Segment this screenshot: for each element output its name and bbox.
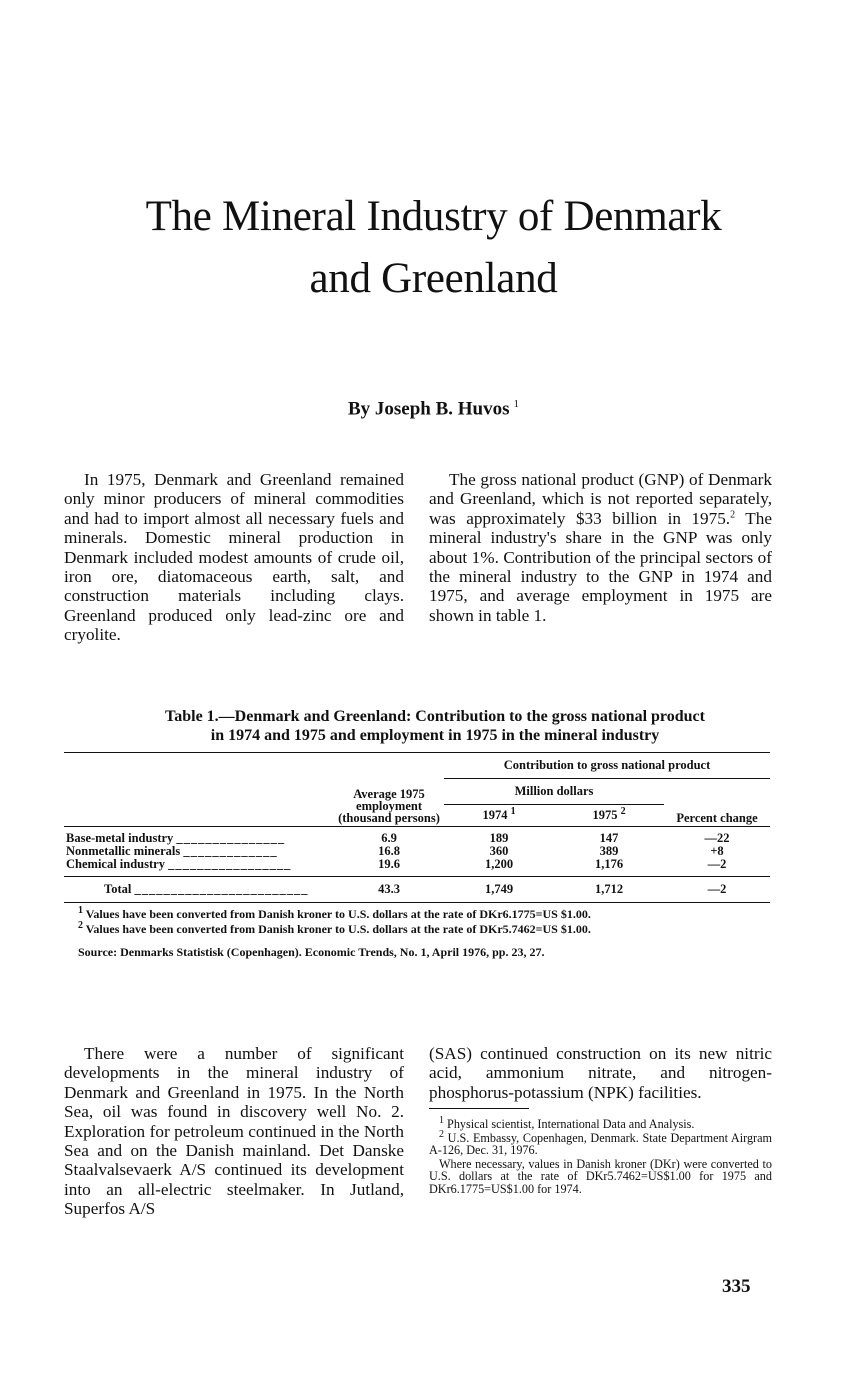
footnote-divider: [429, 1108, 529, 1109]
row-change: —22: [704, 831, 730, 845]
byline: [0, 398, 867, 420]
page-number: 335: [722, 1276, 751, 1297]
header-blank: [64, 753, 334, 827]
table-total-row: [64, 877, 770, 903]
row-1975: 1,176: [594, 857, 624, 871]
header-1974-text: 1974: [482, 808, 508, 822]
total-employment: 43.3: [378, 882, 400, 896]
row-employment: 19.6: [378, 857, 400, 871]
footnote-1-mark: 1: [439, 1114, 444, 1126]
title-line-2: and Greenland: [309, 255, 558, 302]
header-employment: Average 1975 employment (thousand persons): [338, 787, 440, 825]
row-1974: 189: [489, 831, 509, 845]
intro-right-text-b: The mineral industry's share in the GNP was only about 1%. Contribution of the principal sectors of the mineral industry to the GNP in 1974 and 1975, and average employment in 1975 are shown in table 1.: [429, 508, 772, 625]
intro-right-paragraph: [429, 470, 772, 625]
leader-dots: ________________________: [134, 882, 309, 896]
intro-left-paragraph: In 1975, Denmark and Greenland remained only minor producers of mineral commodities and had to import almost all necessary fuels and minerals. Domestic mineral production in Denmark included modest amounts of crude oil, iron ore, diatomaceous earth, salt, and construction materials including clays. Greenland produced only lead-zinc ore and cryolite.: [64, 470, 404, 645]
header-1974: [444, 805, 554, 827]
row-label: [64, 858, 334, 871]
header-contribution: Contribution to gross national product: [444, 753, 770, 779]
total-1974: 1,749: [484, 882, 514, 896]
body-left-column: [64, 1044, 404, 1219]
table-note-2: [64, 920, 770, 936]
row-label-text: Base-metal industry: [66, 831, 174, 845]
header-1975-text: 1975: [592, 808, 618, 822]
row-change: +8: [710, 844, 724, 858]
gnp-contribution-table: [64, 752, 770, 903]
header-1975-fn: 2: [620, 805, 626, 817]
row-1974: 1,200: [484, 857, 514, 871]
intro-right-footnote-mark: 2: [730, 509, 736, 521]
intro-left-column: [64, 470, 404, 645]
footnote-3-text: Where necessary, values in Danish kroner (DKr) were converted to U.S. dollars at the rate of DKr5.7462=US$1.00 for 1975 and DKr6.1775=US$1.00 for 1974.: [429, 1156, 772, 1196]
total-change: —2: [707, 882, 727, 896]
row-employment: 16.8: [378, 844, 400, 858]
leader-dots: _____________: [183, 844, 278, 858]
table-caption: [80, 707, 790, 745]
body-right-column: [429, 1044, 772, 1102]
body-left-paragraph: There were a number of significant developments in the mineral industry of Denmark and Greenland in 1975. In the North Sea, oil was found in discovery well No. 2. Exploration for petroleum continued in the North Sea and on the Danish mainland. Det Danske Staalvalsevaerk A/S continued its development into an all-electric steelmaker. In Jutland, Superfos A/S: [64, 1044, 404, 1219]
header-1974-fn: 1: [510, 805, 516, 817]
row-label-text: Nonmetallic minerals: [66, 844, 181, 858]
header-1975: [554, 805, 664, 827]
title-line-1: The Mineral Industry of Denmark: [145, 193, 722, 240]
footnote-1-text: Physical scientist, International Data and Analysis.: [447, 1117, 695, 1131]
row-change: —2: [707, 857, 727, 871]
author-footnote-mark: 1: [513, 398, 520, 410]
leader-dots: _________________: [168, 857, 292, 871]
intro-right-text-a: The gross national product (GNP) of Denmark and Greenland, which is not reported separately, was approximately $33 billion in 1975.: [429, 470, 772, 528]
row-1974: 360: [489, 844, 509, 858]
table-caption-line-2: in 1974 and 1975 and employment in 1975 in the mineral industry: [210, 727, 660, 744]
table-note-2-mark: 2: [78, 920, 83, 931]
footnote-3: [429, 1158, 772, 1196]
table-row: [64, 858, 770, 871]
table-note-2-text: Values have been converted from Danish kroner to U.S. dollars at the rate of DKr5.7462=US $1.00.: [85, 922, 591, 936]
row-label-text: Chemical industry: [66, 857, 165, 871]
author-name: By Joseph B. Huvos: [347, 398, 510, 420]
header-percent-change: Percent change: [676, 811, 758, 825]
total-label: [64, 877, 334, 903]
footnote-2-text: U.S. Embassy, Copenhagen, Denmark. State Department Airgram A-126, Dec. 31, 1976.: [429, 1130, 773, 1158]
footnote-1: [429, 1114, 772, 1131]
footnote-2: [429, 1128, 773, 1158]
row-1975: 389: [599, 844, 619, 858]
row-employment: 6.9: [381, 831, 397, 845]
table-note-1: [64, 905, 770, 921]
footnote-2-mark: 2: [439, 1128, 444, 1140]
row-1975: 147: [599, 831, 619, 845]
table-source: Source: Denmarks Statistisk (Copenhagen). Economic Trends, No. 1, April 1976, pp. 23, 27.: [78, 945, 545, 959]
leader-dots: _______________: [176, 831, 286, 845]
body-right-paragraph: (SAS) continued construction on its new nitric acid, ammonium nitrate, and nitrogen-phosphorus-potassium (NPK) facilities.: [429, 1044, 772, 1102]
total-1975: 1,712: [594, 882, 624, 896]
table-note-1-text: Values have been converted from Danish kroner to U.S. dollars at the rate of DKr6.1775=US $1.00.: [85, 907, 591, 921]
article-title: [60, 186, 807, 310]
table-notes: [64, 905, 770, 961]
intro-right-column: [429, 470, 772, 625]
table-note-1-mark: 1: [78, 905, 83, 916]
footnotes: [429, 1114, 773, 1197]
total-label-text: Total: [104, 882, 132, 896]
table-caption-line-1: Table 1.—Denmark and Greenland: Contribution to the gross national product: [165, 708, 705, 725]
header-million-dollars: Million dollars: [444, 779, 664, 805]
